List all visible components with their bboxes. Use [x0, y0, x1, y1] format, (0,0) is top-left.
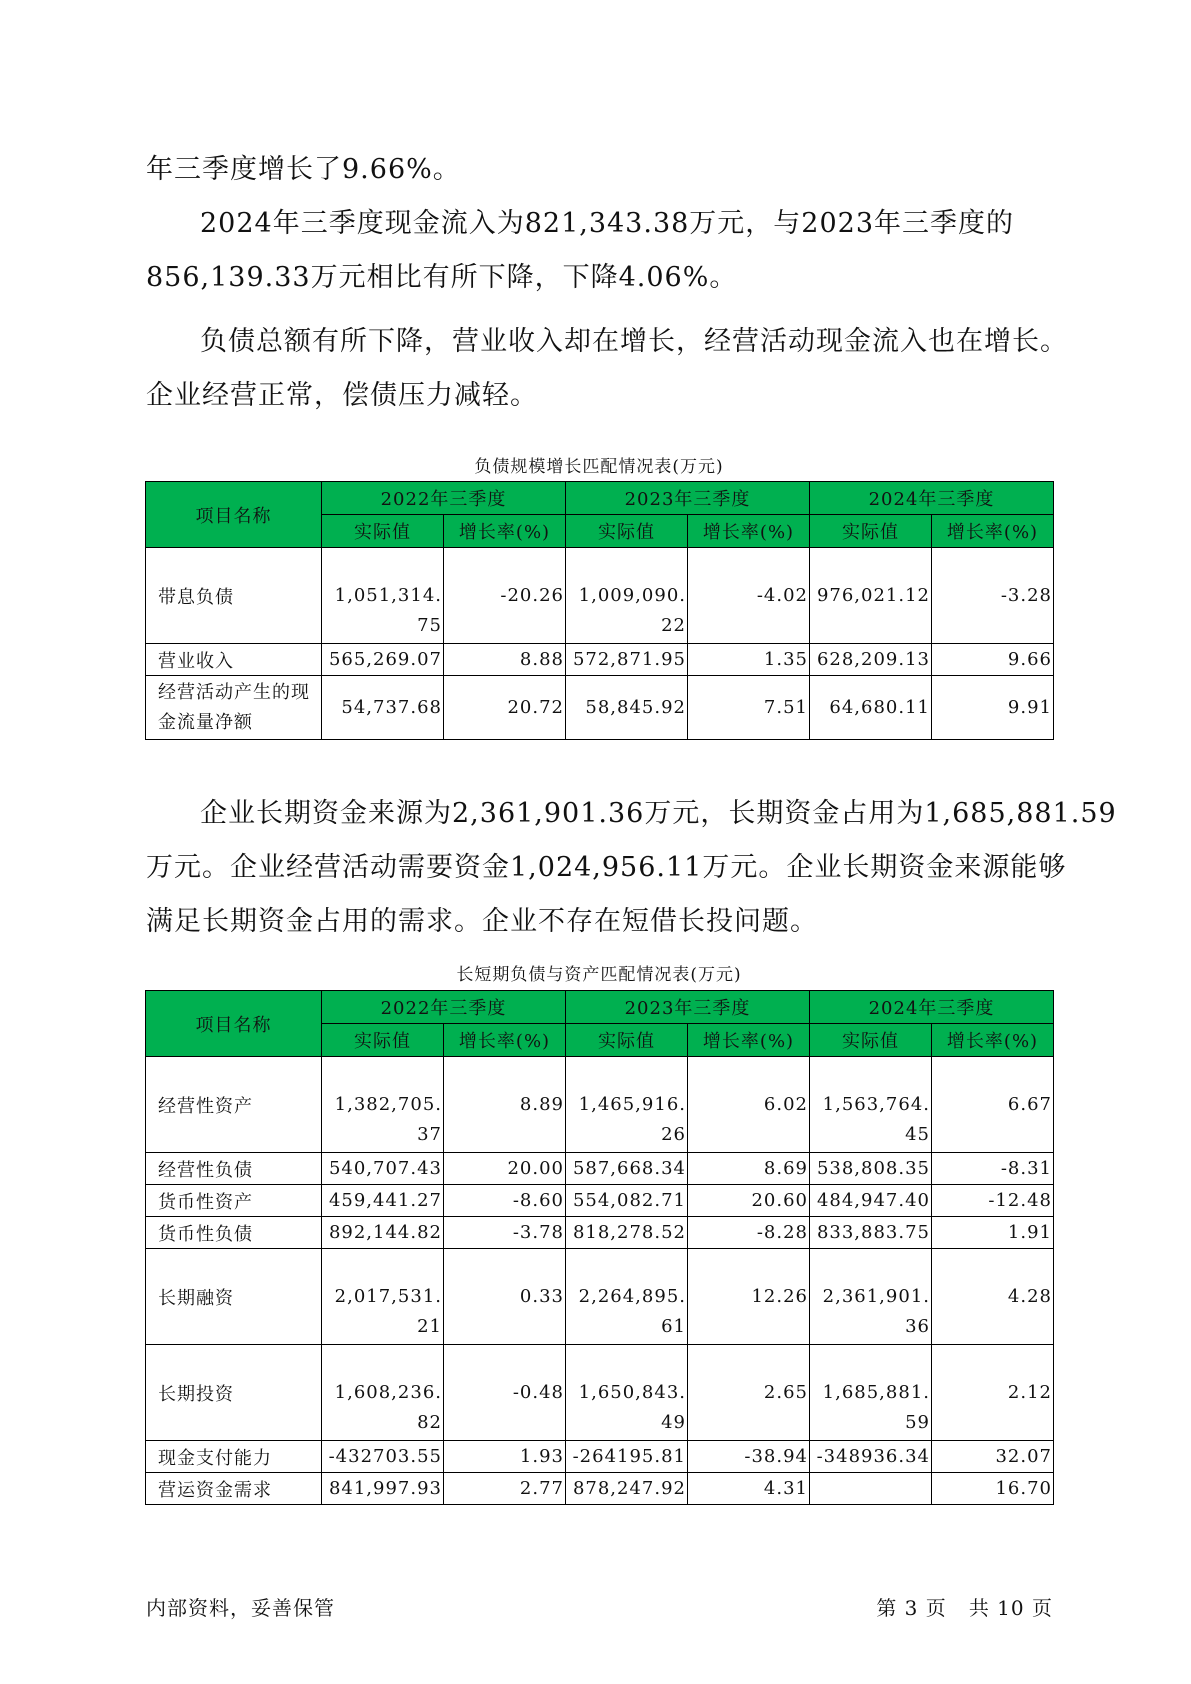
cell-value: 976,021.12 — [810, 548, 932, 644]
cell-value: 0.33 — [444, 1249, 566, 1345]
cell-value: 20.60 — [688, 1185, 810, 1217]
header-period: 2024年三季度 — [810, 991, 1054, 1024]
cell-value: 1,650,843.49 — [566, 1345, 688, 1441]
cell-value: 64,680.11 — [810, 676, 932, 740]
footer-page-number: 第 3 页 共 10 页 — [876, 1596, 1053, 1620]
cell-value: -38.94 — [688, 1441, 810, 1473]
paragraph-line: 负债总额有所下降，营业收入却在增长，经营活动现金流入也在增长。 — [200, 326, 1068, 357]
header-period: 2022年三季度 — [322, 482, 566, 515]
cell-value: 1,009,090.22 — [566, 548, 688, 644]
row-name: 经营性资产 — [146, 1057, 322, 1153]
cell-value: 892,144.82 — [322, 1217, 444, 1249]
cell-value: 878,247.92 — [566, 1473, 688, 1505]
table-row — [146, 644, 1054, 676]
header-item-name: 项目名称 — [146, 991, 322, 1057]
cell-value — [810, 1473, 932, 1505]
cell-value: 2,264,895.61 — [566, 1249, 688, 1345]
cell-value: 572,871.95 — [566, 644, 688, 676]
cell-value: 587,668.34 — [566, 1153, 688, 1185]
cell-value: 2,017,531.21 — [322, 1249, 444, 1345]
cell-value: 540,707.43 — [322, 1153, 444, 1185]
table-row — [146, 548, 1054, 644]
cell-value: -8.28 — [688, 1217, 810, 1249]
cell-value: -264195.81 — [566, 1441, 688, 1473]
header-growth: 增长率(%) — [688, 515, 810, 548]
table2-caption: 长短期负债与资产匹配情况表(万元) — [456, 965, 742, 985]
cell-value: 20.00 — [444, 1153, 566, 1185]
header-actual: 实际值 — [810, 1024, 932, 1057]
row-name: 经营性负债 — [146, 1153, 322, 1185]
cell-value: 459,441.27 — [322, 1185, 444, 1217]
cell-value: 554,082.71 — [566, 1185, 688, 1217]
cell-value: 1.91 — [932, 1217, 1054, 1249]
table1-caption: 负债规模增长匹配情况表(万元) — [474, 457, 724, 477]
header-growth: 增长率(%) — [932, 515, 1054, 548]
cell-value: 1,465,916.26 — [566, 1057, 688, 1153]
paragraph-line: 2024年三季度现金流入为821,343.38万元，与2023年三季度的 — [200, 208, 1015, 239]
row-name: 营运资金需求 — [146, 1473, 322, 1505]
row-name: 现金支付能力 — [146, 1441, 322, 1473]
header-actual: 实际值 — [322, 515, 444, 548]
cell-value: 833,883.75 — [810, 1217, 932, 1249]
header-period: 2022年三季度 — [322, 991, 566, 1024]
cell-value: 32.07 — [932, 1441, 1054, 1473]
cell-value: 12.26 — [688, 1249, 810, 1345]
cell-value: -0.48 — [444, 1345, 566, 1441]
header-period: 2024年三季度 — [810, 482, 1054, 515]
cell-value: 538,808.35 — [810, 1153, 932, 1185]
paragraph-line: 企业经营正常，偿债压力减轻。 — [146, 380, 538, 411]
table-row — [146, 1217, 1054, 1249]
cell-value: 841,997.93 — [322, 1473, 444, 1505]
row-name: 经营活动产生的现金流量净额 — [146, 676, 322, 740]
table-row — [146, 676, 1054, 740]
cell-value: 20.72 — [444, 676, 566, 740]
cell-value: -8.31 — [932, 1153, 1054, 1185]
cell-value: 1,685,881.59 — [810, 1345, 932, 1441]
cell-value: -20.26 — [444, 548, 566, 644]
paragraph-line: 满足长期资金占用的需求。企业不存在短借长投问题。 — [146, 906, 818, 937]
header-actual: 实际值 — [566, 1024, 688, 1057]
header-growth: 增长率(%) — [932, 1024, 1054, 1057]
cell-value: 8.88 — [444, 644, 566, 676]
paragraph-line: 856,139.33万元相比有所下降，下降4.06%。 — [146, 262, 738, 293]
row-name: 长期投资 — [146, 1345, 322, 1441]
row-name: 长期融资 — [146, 1249, 322, 1345]
table-row — [146, 1185, 1054, 1217]
footer-left-note: 内部资料，妥善保管 — [146, 1596, 335, 1620]
cell-value: -8.60 — [444, 1185, 566, 1217]
table-debt-growth — [145, 481, 1054, 740]
cell-value: 2.65 — [688, 1345, 810, 1441]
cell-value: 4.28 — [932, 1249, 1054, 1345]
cell-value: 54,737.68 — [322, 676, 444, 740]
row-name: 带息负债 — [146, 548, 322, 644]
cell-value: 9.66 — [932, 644, 1054, 676]
cell-value: 6.02 — [688, 1057, 810, 1153]
header-item-name: 项目名称 — [146, 482, 322, 548]
header-period: 2023年三季度 — [566, 991, 810, 1024]
table-row — [146, 1057, 1054, 1153]
table-row — [146, 1249, 1054, 1345]
cell-value: 58,845.92 — [566, 676, 688, 740]
cell-value: 6.67 — [932, 1057, 1054, 1153]
paragraph-1 — [146, 143, 1066, 197]
paragraph-line: 万元。企业经营活动需要资金1,024,956.11万元。企业长期资金来源能够 — [146, 852, 1067, 883]
paragraph-3 — [146, 315, 1066, 423]
table-asset-liability-match — [145, 990, 1054, 1505]
paragraph-line: 年三季度增长了9.66%。 — [146, 154, 461, 185]
cell-value: -12.48 — [932, 1185, 1054, 1217]
row-name: 货币性资产 — [146, 1185, 322, 1217]
cell-value: 2.77 — [444, 1473, 566, 1505]
header-growth: 增长率(%) — [444, 1024, 566, 1057]
cell-value: -3.28 — [932, 548, 1054, 644]
cell-value: 1,608,236.82 — [322, 1345, 444, 1441]
cell-value: 8.89 — [444, 1057, 566, 1153]
cell-value: 1.93 — [444, 1441, 566, 1473]
paragraph-2 — [146, 197, 1066, 305]
header-period: 2023年三季度 — [566, 482, 810, 515]
table-row — [146, 1473, 1054, 1505]
table-row — [146, 1441, 1054, 1473]
cell-value: 1,563,764.45 — [810, 1057, 932, 1153]
header-actual: 实际值 — [810, 515, 932, 548]
cell-value: 628,209.13 — [810, 644, 932, 676]
paragraph-line: 企业长期资金来源为2,361,901.36万元，长期资金占用为1,685,881.59 — [200, 798, 1117, 829]
cell-value: 7.51 — [688, 676, 810, 740]
cell-value: 16.70 — [932, 1473, 1054, 1505]
table-row — [146, 1153, 1054, 1185]
cell-value: 484,947.40 — [810, 1185, 932, 1217]
paragraph-4 — [146, 787, 1117, 949]
cell-value: -4.02 — [688, 548, 810, 644]
cell-value: 2.12 — [932, 1345, 1054, 1441]
table-row — [146, 1345, 1054, 1441]
cell-value: 1,382,705.37 — [322, 1057, 444, 1153]
cell-value: 1,051,314.75 — [322, 548, 444, 644]
cell-value: -3.78 — [444, 1217, 566, 1249]
cell-value: 2,361,901.36 — [810, 1249, 932, 1345]
cell-value: 4.31 — [688, 1473, 810, 1505]
cell-value: -348936.34 — [810, 1441, 932, 1473]
header-actual: 实际值 — [566, 515, 688, 548]
header-actual: 实际值 — [322, 1024, 444, 1057]
cell-value: 1.35 — [688, 644, 810, 676]
cell-value: 8.69 — [688, 1153, 810, 1185]
row-name: 货币性负债 — [146, 1217, 322, 1249]
header-growth: 增长率(%) — [688, 1024, 810, 1057]
cell-value: 9.91 — [932, 676, 1054, 740]
header-growth: 增长率(%) — [444, 515, 566, 548]
cell-value: 818,278.52 — [566, 1217, 688, 1249]
cell-value: -432703.55 — [322, 1441, 444, 1473]
cell-value: 565,269.07 — [322, 644, 444, 676]
row-name: 营业收入 — [146, 644, 322, 676]
